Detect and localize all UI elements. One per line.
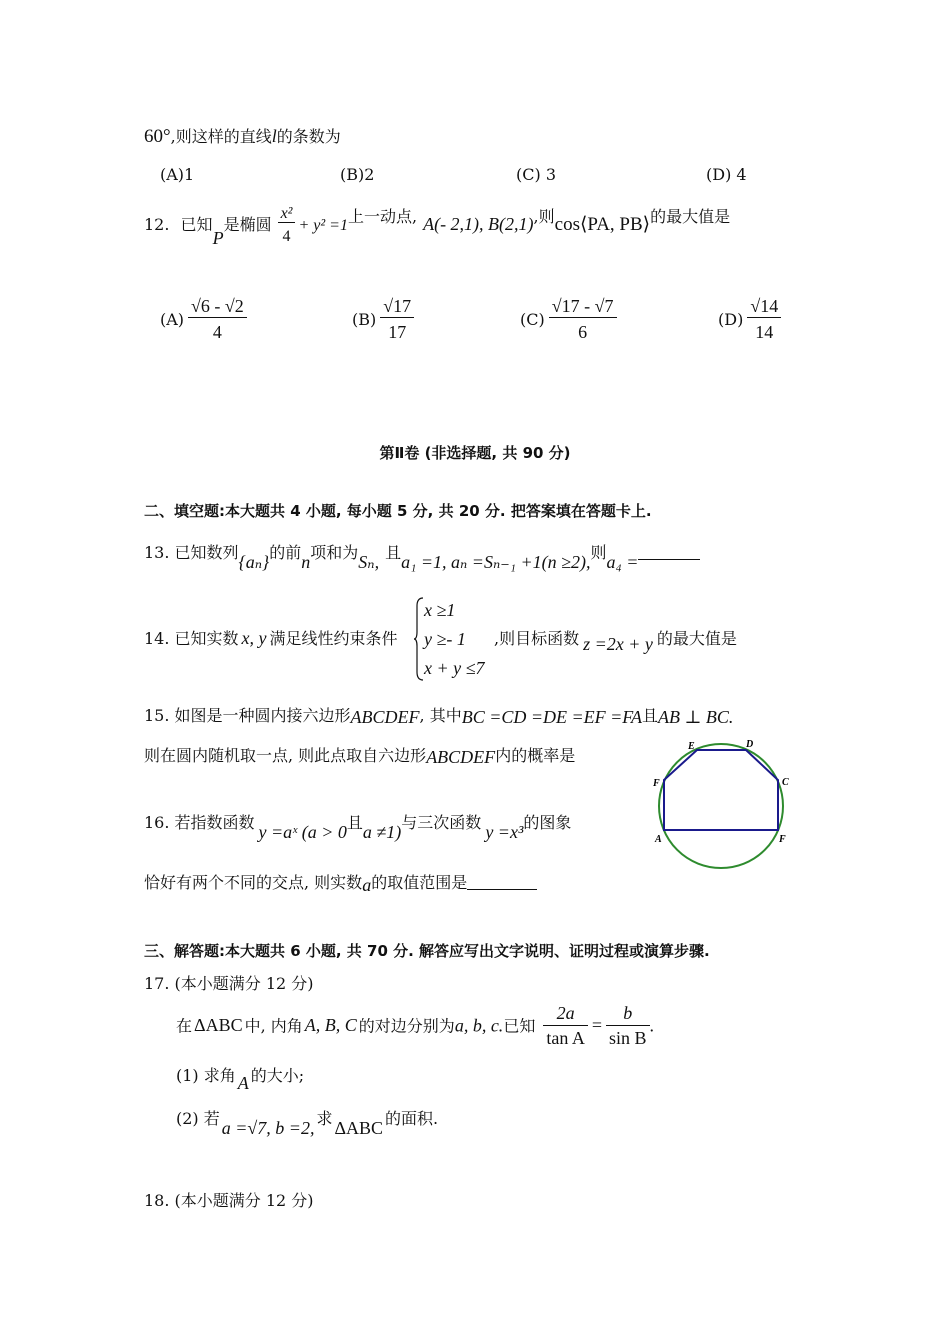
q12-text-4: ,则 <box>533 207 555 226</box>
q18-title: 18. (本小题满分 12 分) <box>144 1191 314 1210</box>
q12-opt-a-den: 4 <box>212 322 222 342</box>
q11-option-d: (D) 4 <box>706 165 747 184</box>
q17-part1-text: (1) 求角 <box>176 1066 236 1085</box>
q17-frac-right-num: b <box>606 1003 650 1026</box>
q17-part-1 <box>176 1063 305 1093</box>
figure-label-a: A <box>655 834 662 845</box>
q12-opt-a-frac <box>188 296 247 343</box>
q14-text-1: 14. 已知实数 <box>144 629 239 648</box>
section2-heading: 二、填空题:本大题共 4 小题, 每小题 5 分, 共 20 分. 把答案填在答题卡上. <box>144 502 652 520</box>
q13-a4: a₄ = <box>606 552 639 572</box>
q16-text-4: 的图象 <box>523 813 572 832</box>
q12-P: P <box>212 228 224 248</box>
q16-a: a <box>362 875 372 895</box>
q16-answer-blank[interactable] <box>467 889 537 890</box>
q12-opt-c-frac <box>549 296 617 343</box>
q12-opt-d-num: √14 <box>747 296 781 318</box>
q12-text-2: 是椭圆 <box>223 215 272 234</box>
q12-opt-b-den: 17 <box>388 322 407 342</box>
q17-triangle: ΔABC <box>194 1015 243 1036</box>
q12-option-d <box>718 296 781 343</box>
q12-opt-d-label: (D) <box>718 310 744 329</box>
q14-xy: x, y <box>241 628 267 648</box>
q17-part1-text-2: 的大小; <box>250 1066 305 1085</box>
q13-condition: a₁ =1, aₙ =Sₙ₋₁ +1(n ≥2), <box>401 552 591 572</box>
q12-text-3: 上一动点, <box>347 207 418 226</box>
q12-opt-d-frac <box>747 296 781 343</box>
q12-opt-b-num: √17 <box>380 296 414 318</box>
q11-option-c: (C) 3 <box>516 165 556 184</box>
q17-frac-left-num: 2a <box>543 1003 588 1026</box>
q17-part-2 <box>176 1106 439 1138</box>
q12-opt-c-num: √17 - √7 <box>549 296 617 318</box>
q13-Sn: Sₙ, <box>358 552 380 572</box>
figure-hexagon <box>664 750 778 830</box>
q16-text-6: 的取值范围是 <box>371 873 468 892</box>
q16-text-3: 与三次函数 <box>401 813 482 832</box>
q11-text-end: 的条数为 <box>276 127 341 146</box>
section3-heading: 三、解答题:本大题共 6 小题, 共 70 分. 解答应写出文字说明、证明过程或演算步骤. <box>144 942 710 960</box>
figure-label-e: E <box>688 741 695 752</box>
q16-cubic-func: y =x³ <box>485 822 524 842</box>
q17-part2-text: (2) 若 <box>176 1109 220 1128</box>
q12-option-b <box>352 296 414 343</box>
q17-frac-right <box>606 1003 650 1049</box>
q17-equals: = <box>591 1015 602 1036</box>
q12-points: A(- 2,1), B(2,1) <box>423 214 534 234</box>
q15-hexagon-2: ABCDEF <box>426 747 496 767</box>
q11-option-a: (A)1 <box>160 165 195 184</box>
q17-stem <box>176 1003 654 1049</box>
q12-stem <box>144 205 731 248</box>
q17-text-4: 已知 <box>503 1016 536 1036</box>
q15-line-2 <box>144 743 575 766</box>
q13-text-1: 13. 已知数列 <box>144 543 239 562</box>
q12-number: 12. <box>144 215 170 234</box>
q14-constraint-2: y ≥- 1 <box>424 629 466 649</box>
q13-answer-blank[interactable] <box>638 559 700 560</box>
q12-option-c <box>520 296 617 343</box>
q15-figure <box>650 734 796 876</box>
q12-frac-den: 4 <box>282 228 291 245</box>
q17-frac-right-den: sin B <box>608 1027 647 1048</box>
q12-opt-c-label: (C) <box>520 310 545 329</box>
section2-title: 第Ⅱ卷 (非选择题, 共 90 分) <box>379 444 571 462</box>
q17-part2-values: a =√7, b =2, <box>221 1118 315 1138</box>
q15-text-5: 内的概率是 <box>495 746 576 765</box>
q17-text-2: 中, 内角 <box>244 1016 303 1036</box>
q11-l: l <box>271 126 277 146</box>
q17-text-3: 的对边分别为 <box>358 1016 455 1036</box>
q12-option-a <box>160 296 247 343</box>
q12-text-5: 的最大值是 <box>650 207 731 226</box>
figure-label-d: D <box>746 739 754 750</box>
q16-line-1 <box>144 810 572 842</box>
q14-text-2: 满足线性约束条件 <box>269 629 398 648</box>
q12-cos: cos⟨PA, PB⟩ <box>554 214 651 235</box>
q16-text-5: 恰好有两个不同的交点, 则实数 <box>144 873 363 892</box>
q17-part1-A: A <box>237 1073 249 1093</box>
q17-angles: A, B, C <box>304 1015 357 1036</box>
q17-frac-left <box>543 1003 588 1049</box>
q16-text-1: 16. 若指数函数 <box>144 813 255 832</box>
q14-constraint-3: x + y ≤7 <box>424 658 485 678</box>
q13-n: n <box>301 552 311 572</box>
q14-constraint-1: x ≥1 <box>424 600 456 620</box>
q11-text: ,则这样的直线 <box>170 127 272 146</box>
q12-opt-c-den: 6 <box>578 322 588 342</box>
figure-label-f-left: F <box>653 778 660 789</box>
q15-equal-sides: BC =CD =DE =EF =FA <box>461 707 642 727</box>
q15-text-2: , 其中 <box>419 706 462 725</box>
q17-title: 17. (本小题满分 12 分) <box>144 974 314 993</box>
q12-opt-a-label: (A) <box>160 310 185 329</box>
figure-label-c: C <box>782 777 789 788</box>
q15-perp: AB ⊥ BC. <box>658 707 734 727</box>
q12-text-1: 已知 <box>180 215 213 234</box>
q13-text-4: 且 <box>385 543 402 562</box>
figure-label-f-right: F <box>779 834 786 845</box>
q14-objective <box>494 626 737 654</box>
q16-exp-cond: a ≠1) <box>362 822 402 842</box>
q17-text-1: 在 <box>176 1016 193 1036</box>
q13-text-3: 项和为 <box>310 543 359 562</box>
figure-circle <box>659 744 783 868</box>
q11-tail <box>144 124 341 148</box>
q13-text-2: 的前 <box>269 543 302 562</box>
q15-text-4: 则在圆内随机取一点, 则此点取自六边形 <box>144 746 427 765</box>
q13-seq: {aₙ} <box>238 552 270 572</box>
q17-part2-text-3: 的面积. <box>385 1109 439 1128</box>
q14-line <box>144 626 398 649</box>
q12-ellipse-rest: + y² =1 <box>298 217 348 234</box>
q14-text-4: 的最大值是 <box>656 629 737 648</box>
q17-dot: . <box>649 1015 654 1036</box>
q15-text-3: 且 <box>641 706 658 725</box>
q15-hexagon: ABCDEF <box>350 707 420 727</box>
q16-exp-func: y =aˣ (a > 0 <box>258 822 347 842</box>
q14-text-3: ,则目标函数 <box>494 629 580 648</box>
q15-line-1 <box>144 703 733 726</box>
q12-opt-b-label: (B) <box>352 310 377 329</box>
q17-frac-left-den: tan A <box>546 1027 585 1048</box>
q12-opt-a-num: √6 - √2 <box>188 296 247 318</box>
q17-sides: a, b, c. <box>454 1015 504 1036</box>
q13-text-5: 则 <box>590 543 607 562</box>
q12-opt-b-frac <box>380 296 414 343</box>
q13-line <box>144 540 700 572</box>
q17-part2-text-2: 求 <box>316 1109 333 1128</box>
q12-opt-d-den: 14 <box>755 322 774 342</box>
q14-z: z =2x + y <box>583 634 653 654</box>
q12-frac-num: x² <box>278 206 296 223</box>
q15-text-1: 15. 如图是一种圆内接六边形 <box>144 706 351 725</box>
q17-part2-triangle: ΔABC <box>334 1118 384 1138</box>
q11-option-b: (B)2 <box>340 165 375 184</box>
q16-line-2 <box>144 870 537 893</box>
q12-ellipse-frac <box>278 206 296 245</box>
q16-text-2: 且 <box>346 813 363 832</box>
q11-angle: 60° <box>144 126 171 147</box>
